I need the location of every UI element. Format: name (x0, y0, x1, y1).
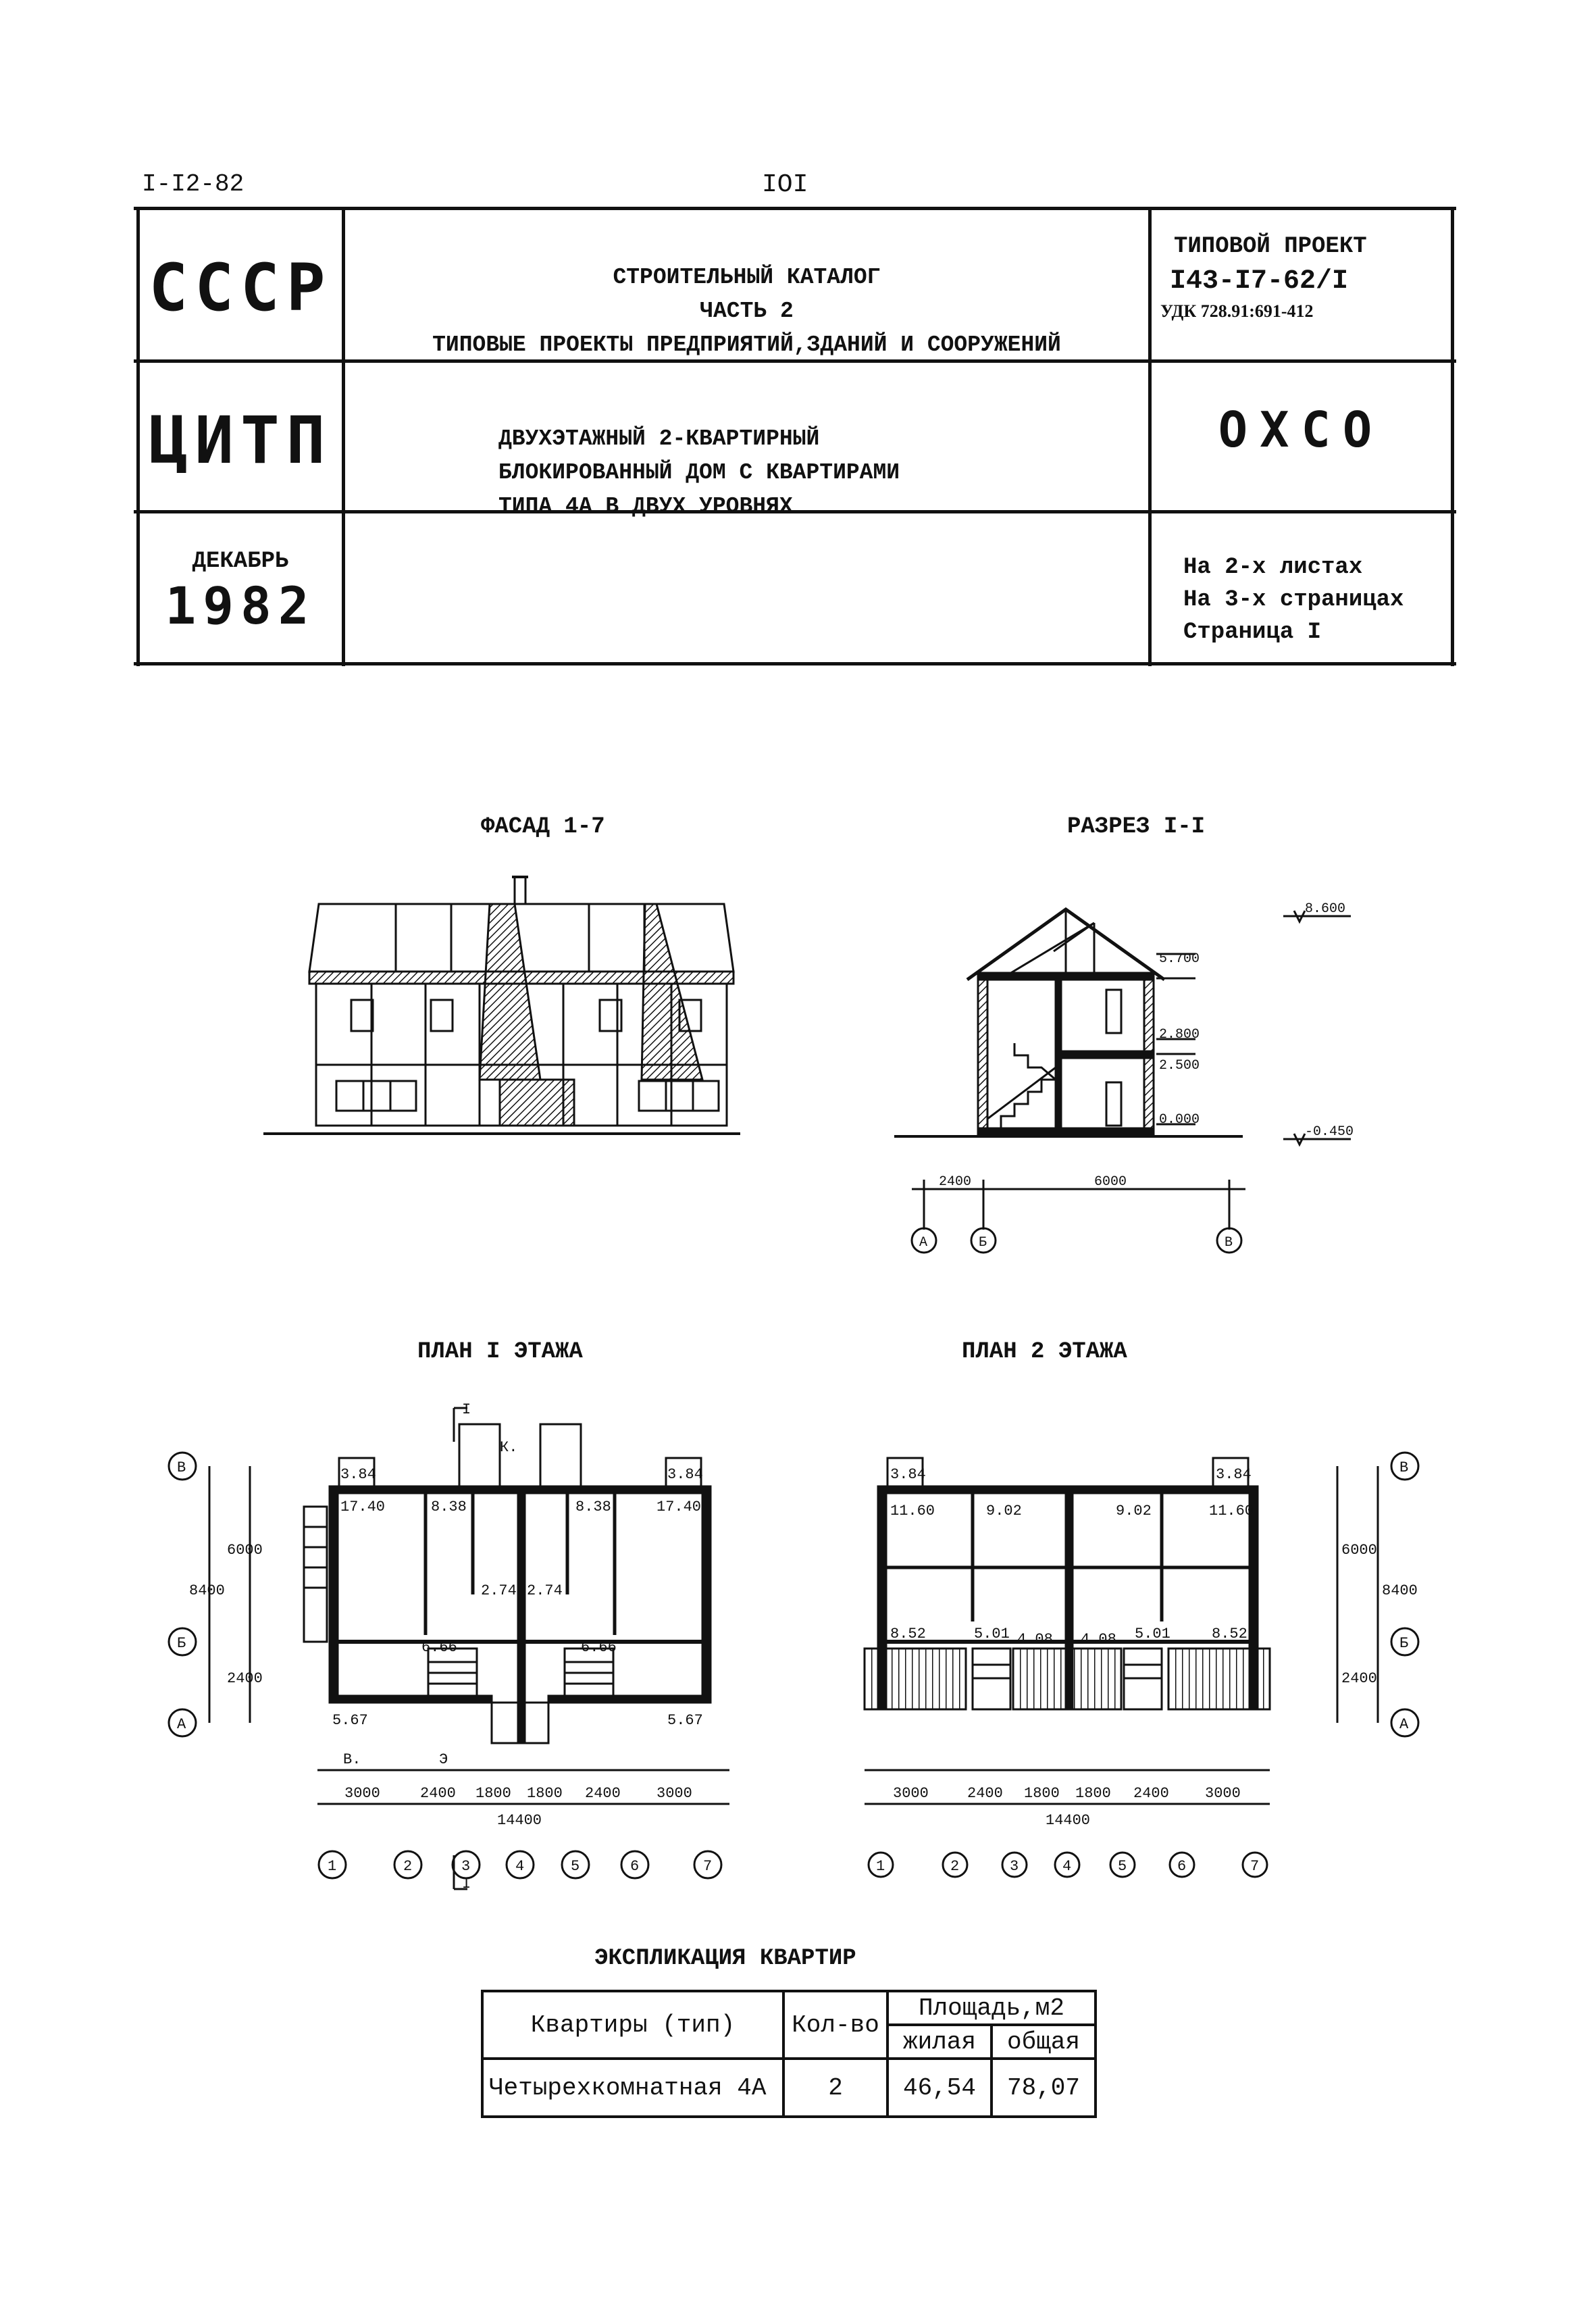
facade-title: ФАСАД 1-7 (481, 814, 605, 840)
dimension-label: 3000 (657, 1785, 692, 1802)
room-area: 11.60 (890, 1503, 935, 1519)
dimension-label: 3000 (1205, 1785, 1241, 1802)
dimension-label: 3000 (893, 1785, 929, 1802)
dimension-label: 2400 (1133, 1785, 1169, 1802)
row-count: 2 (783, 2059, 887, 2117)
side-dimension: 6000 (227, 1542, 263, 1559)
title-line: ТИПА 4А В ДВУХ УРОВНЯХ (498, 494, 793, 519)
room-area: 3.84 (340, 1466, 376, 1483)
level-mark: 8.600 (1305, 901, 1346, 917)
side-dimension: 2400 (1341, 1670, 1377, 1687)
axis-label: 2 (950, 1858, 960, 1875)
dimension-label: 6000 (1094, 1174, 1127, 1190)
room-area: 3.84 (1216, 1466, 1252, 1483)
room-area: 9.02 (1116, 1503, 1152, 1519)
citp-label: ЦИТП (149, 403, 332, 478)
room-area: 4.08 (1017, 1631, 1053, 1648)
axis-label: А (1399, 1716, 1409, 1733)
level-mark: 0.000 (1159, 1112, 1200, 1128)
room-area: 17.40 (657, 1499, 702, 1515)
project-number: I43-I7-62/I (1170, 266, 1349, 297)
axis-label: 1 (876, 1858, 885, 1875)
room-area: 5.01 (974, 1626, 1010, 1642)
room-area: 5.67 (332, 1712, 368, 1729)
axis-label: Б (177, 1635, 186, 1652)
title-line: БЛОКИРОВАННЫЙ ДОМ С КВАРТИРАМИ (498, 460, 900, 485)
room-area: 8.52 (890, 1626, 926, 1642)
room-area: 8.52 (1212, 1626, 1247, 1642)
sheets-line: Страница I (1183, 620, 1322, 645)
row-total-area: 78,07 (992, 2059, 1096, 2117)
axis-label: Б (979, 1235, 987, 1251)
sheets-info (1183, 551, 1404, 649)
plan2-title: ПЛАН 2 ЭТАЖА (962, 1339, 1127, 1365)
dimension-label: 2400 (967, 1785, 1003, 1802)
dimension-label: 1800 (1024, 1785, 1060, 1802)
axis-label: А (177, 1716, 186, 1733)
entry-label: Э (439, 1751, 448, 1768)
project-label: ТИПОВОЙ ПРОЕКТ (1174, 234, 1367, 259)
catalog-line: ЧАСТЬ 2 (700, 299, 794, 324)
axis-label: 5 (1118, 1858, 1127, 1875)
sheets-line: На 3-х страницах (1183, 587, 1404, 613)
side-dimension: 2400 (227, 1670, 263, 1687)
page-number: IOI (762, 170, 808, 199)
dimension-label: 1800 (475, 1785, 511, 1802)
section-title: РАЗРЕЗ I-I (1067, 814, 1206, 840)
year-label: 1982 (165, 576, 316, 636)
side-dimension: 6000 (1341, 1542, 1377, 1559)
plan1-drawing (162, 1392, 756, 1905)
room-area: 2.74 (481, 1582, 517, 1599)
axis-label: 1 (328, 1858, 337, 1875)
axis-label: 7 (1250, 1858, 1260, 1875)
axis-label: 4 (1062, 1858, 1072, 1875)
axis-label: 5 (571, 1858, 580, 1875)
room-area: 5.67 (667, 1712, 703, 1729)
side-dimension: 8400 (189, 1582, 225, 1599)
room-area: 4.08 (1081, 1631, 1116, 1648)
catalog-line: ТИПОВЫЕ ПРОЕКТЫ ПРЕДПРИЯТИЙ,ЗДАНИЙ И СООРУЖЕНИЙ (432, 332, 1061, 357)
explication-table (481, 1990, 1097, 2118)
dimension-label: 1800 (1075, 1785, 1111, 1802)
room-area: 9.02 (986, 1503, 1022, 1519)
section-cut-label: I (462, 1401, 471, 1418)
axis-label: 2 (403, 1858, 413, 1875)
row-living-area: 46,54 (887, 2059, 992, 2117)
col-total-header: общая (992, 2025, 1096, 2059)
axis-label: 4 (515, 1858, 525, 1875)
sheets-line: На 2-х листах (1183, 555, 1363, 580)
project-title (498, 422, 1140, 524)
room-area: 8.38 (575, 1499, 611, 1515)
col-count-header: Кол-во (783, 1991, 887, 2059)
room-area: 6.66 (581, 1639, 617, 1656)
catalog-block (345, 261, 1148, 362)
series-code: ОХСО (1218, 401, 1385, 458)
dimension-label: 2400 (585, 1785, 621, 1802)
room-area: 5.01 (1135, 1626, 1170, 1642)
entry-label: К. (500, 1439, 518, 1456)
axis-label: Б (1399, 1635, 1409, 1652)
axis-label: 7 (703, 1858, 713, 1875)
level-mark: 2.500 (1159, 1058, 1200, 1074)
room-area: 3.84 (667, 1466, 703, 1483)
axis-label: А (919, 1235, 928, 1251)
room-area: 8.38 (431, 1499, 467, 1515)
level-mark: 5.700 (1159, 951, 1200, 967)
col-type-header: Квартиры (тип) (482, 1991, 783, 2059)
dimension-label: 2400 (420, 1785, 456, 1802)
room-area: 17.40 (340, 1499, 386, 1515)
section-drawing (892, 851, 1405, 1270)
dimension-label: 2400 (939, 1174, 972, 1190)
side-dimension: 8400 (1382, 1582, 1418, 1599)
plan2-drawing (851, 1392, 1432, 1878)
level-mark: 2.800 (1159, 1027, 1200, 1042)
room-area: 2.74 (527, 1582, 563, 1599)
dimension-label: 3000 (344, 1785, 380, 1802)
entry-label: В. (343, 1751, 361, 1768)
row-type: Четырехкомнатная 4А (482, 2059, 783, 2117)
axis-label: В (1399, 1459, 1409, 1476)
col-area-header: Площадь,м2 (887, 1991, 1096, 2025)
level-mark: -0.450 (1305, 1124, 1354, 1140)
axis-label: 3 (1010, 1858, 1019, 1875)
total-dimension: 14400 (1046, 1812, 1091, 1829)
section-cut-label: I (462, 1876, 471, 1892)
room-area: 11.60 (1209, 1503, 1254, 1519)
total-dimension: 14400 (497, 1812, 542, 1829)
plan1-title: ПЛАН I ЭТАЖА (417, 1339, 583, 1365)
udk-code: УДК 728.91:691-412 (1160, 301, 1314, 321)
dimension-label: 1800 (527, 1785, 563, 1802)
axis-label: 3 (461, 1858, 471, 1875)
axis-label: 6 (1177, 1858, 1187, 1875)
axis-label: В (1225, 1235, 1233, 1251)
catalog-line: СТРОИТЕЛЬНЫЙ КАТАЛОГ (613, 265, 881, 290)
axis-label: 6 (630, 1858, 640, 1875)
axis-label: В (177, 1459, 186, 1476)
col-living-header: жилая (887, 2025, 992, 2059)
ussr-label: СССР (149, 250, 332, 326)
room-area: 6.66 (421, 1639, 457, 1656)
title-line: ДВУХЭТАЖНЫЙ 2-КВАРТИРНЫЙ (498, 426, 820, 451)
month-label: ДЕКАБРЬ (192, 549, 289, 574)
document-code: I-I2-82 (142, 170, 244, 198)
room-area: 3.84 (890, 1466, 926, 1483)
explication-title: ЭКСПЛИКАЦИЯ КВАРТИР (594, 1946, 856, 1971)
facade-drawing (257, 865, 743, 1149)
